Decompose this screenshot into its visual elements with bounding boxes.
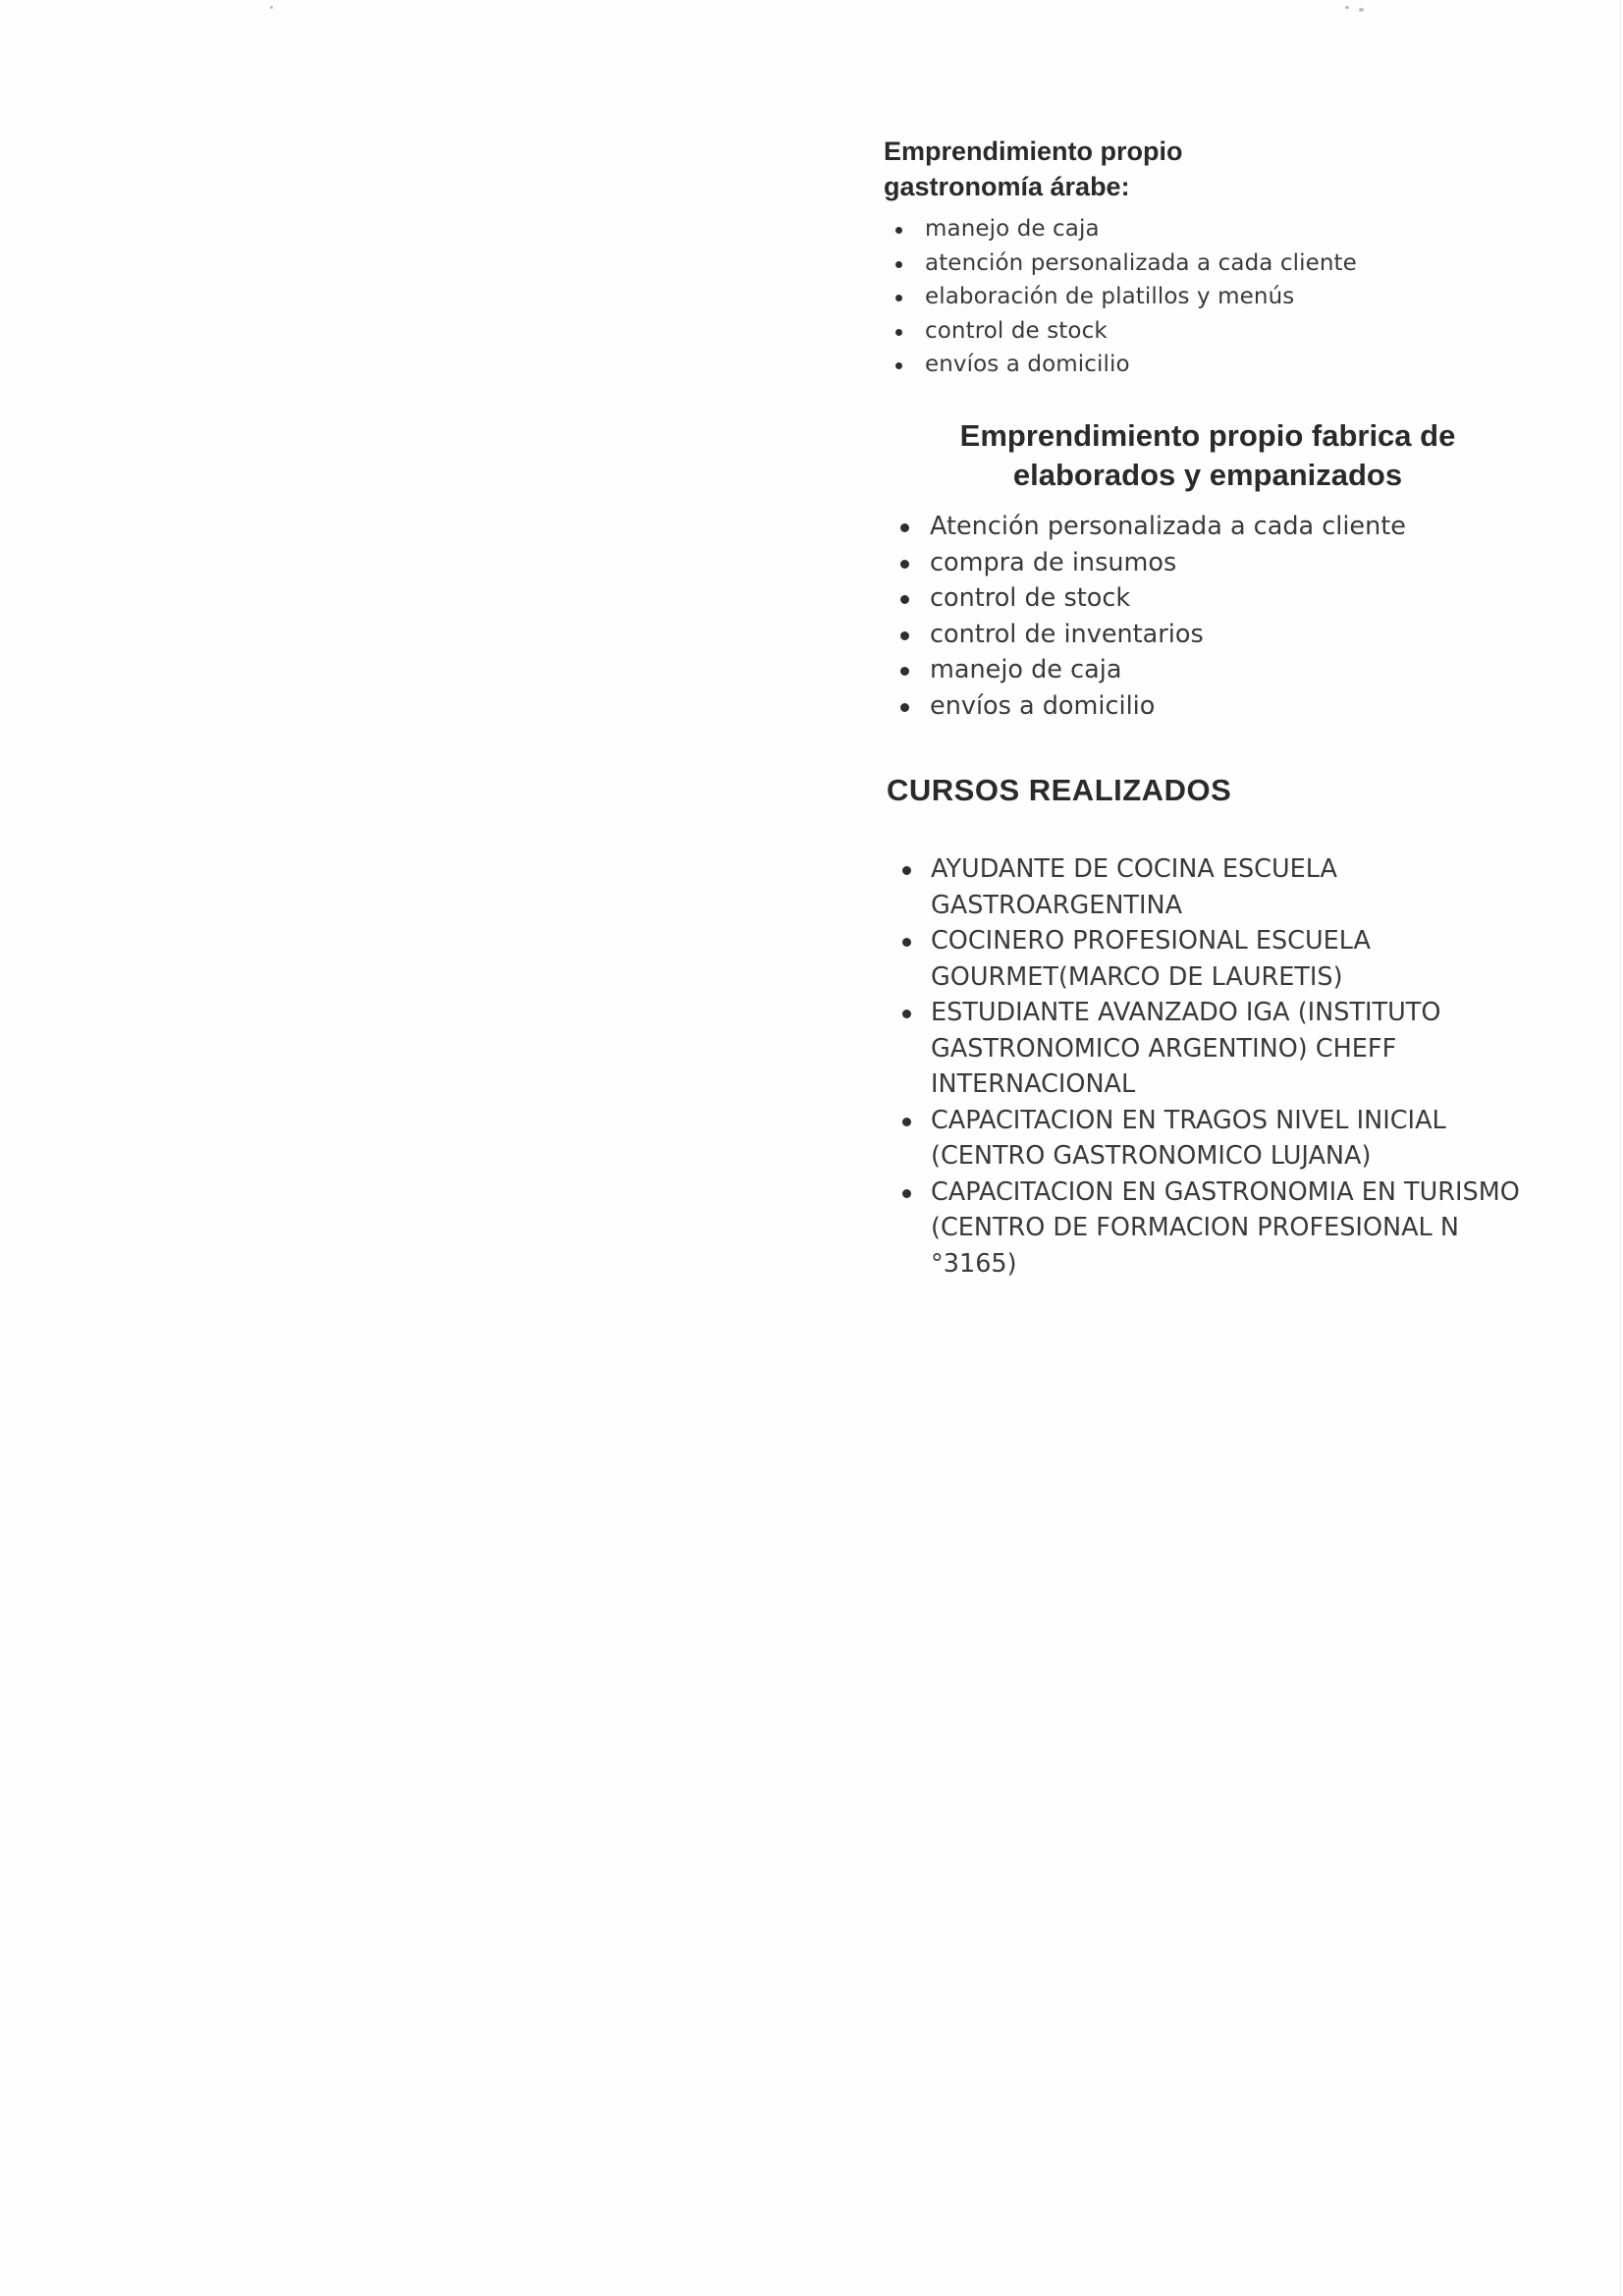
list-item-text: compra de insumos	[930, 547, 1177, 577]
title-line-2: gastronomía árabe:	[884, 172, 1130, 201]
bullet-icon	[900, 667, 909, 676]
list-item-text: manejo de caja	[925, 216, 1100, 242]
list-item-text: envíos a domicilio	[930, 690, 1156, 721]
scan-speck	[270, 6, 273, 9]
bullet-icon	[895, 362, 902, 369]
title-line-1: Emprendimiento propio fabrica de	[959, 418, 1456, 453]
section-emprendimiento-arabe	[884, 134, 1434, 382]
bullet-icon	[900, 703, 909, 712]
section-title	[884, 416, 1532, 495]
bullet-icon	[900, 523, 909, 532]
list-item-text: control de stock	[925, 317, 1108, 344]
list-item-text: atención personalizada a cada cliente	[925, 249, 1357, 276]
title-line-2: elaborados y empanizados	[1012, 458, 1403, 492]
list-item	[884, 652, 1532, 688]
bullet-icon	[902, 938, 911, 947]
section-title	[884, 134, 1434, 204]
task-list	[884, 212, 1434, 382]
bullet-icon	[895, 295, 902, 301]
list-item	[884, 580, 1532, 617]
task-list	[884, 509, 1532, 724]
list-item-text: control de inventarios	[930, 619, 1204, 649]
bullet-icon	[902, 1010, 911, 1018]
scan-edge	[1620, 0, 1621, 2296]
list-item	[887, 1175, 1540, 1283]
list-item-text: envíos a domicilio	[925, 352, 1130, 377]
bullet-icon	[900, 631, 909, 640]
scan-speck	[1359, 8, 1364, 12]
list-item-text: elaboración de platillos y menús	[925, 284, 1295, 309]
list-item	[884, 212, 1434, 246]
list-item	[884, 280, 1434, 314]
list-item-text: CAPACITACION EN TRAGOS NIVEL INICIAL (CENTRO GASTRONOMICO LUJANA)	[931, 1105, 1446, 1171]
section-title: CURSOS REALIZADOS	[887, 773, 1232, 807]
section-emprendimiento-fabrica	[884, 416, 1532, 724]
list-item	[887, 923, 1540, 995]
list-item	[884, 314, 1434, 349]
bullet-icon	[895, 329, 902, 336]
bullet-icon	[902, 1118, 911, 1126]
list-item-text: CAPACITACION EN GASTRONOMIA EN TURISMO (CENTRO DE FORMACION PROFESIONAL N °3165)	[931, 1176, 1520, 1279]
list-item-text: ESTUDIANTE AVANZADO IGA (INSTITUTO GASTRONOMICO ARGENTINO) CHEFF INTERNACIONAL	[931, 998, 1441, 1099]
list-item	[884, 545, 1532, 581]
list-item-text: AYUDANTE DE COCINA ESCUELA GASTROARGENTINA	[931, 854, 1338, 920]
course-list	[887, 851, 1554, 1282]
section-cursos-realizados	[887, 771, 1554, 1282]
bullet-icon	[900, 560, 909, 569]
list-item	[884, 509, 1532, 545]
bullet-icon	[895, 227, 902, 234]
list-item	[884, 617, 1532, 653]
bullet-icon	[900, 595, 909, 604]
bullet-icon	[902, 1189, 911, 1198]
title-line-1: Emprendimiento propio	[884, 137, 1183, 166]
list-item	[887, 851, 1540, 923]
list-item-text: control de stock	[930, 583, 1131, 613]
list-item	[887, 995, 1540, 1103]
list-item-text: COCINERO PROFESIONAL ESCUELA GOURMET(MARCO DE LAURETIS)	[931, 926, 1371, 992]
list-item	[884, 348, 1434, 382]
list-item	[884, 688, 1532, 725]
scan-speck	[1345, 6, 1349, 9]
list-item-text: Atención personalizada a cada cliente	[930, 512, 1406, 541]
bullet-icon	[902, 866, 911, 875]
bullet-icon	[895, 261, 902, 268]
list-item-text: manejo de caja	[930, 655, 1122, 684]
list-item	[884, 246, 1434, 281]
list-item	[887, 1103, 1540, 1175]
